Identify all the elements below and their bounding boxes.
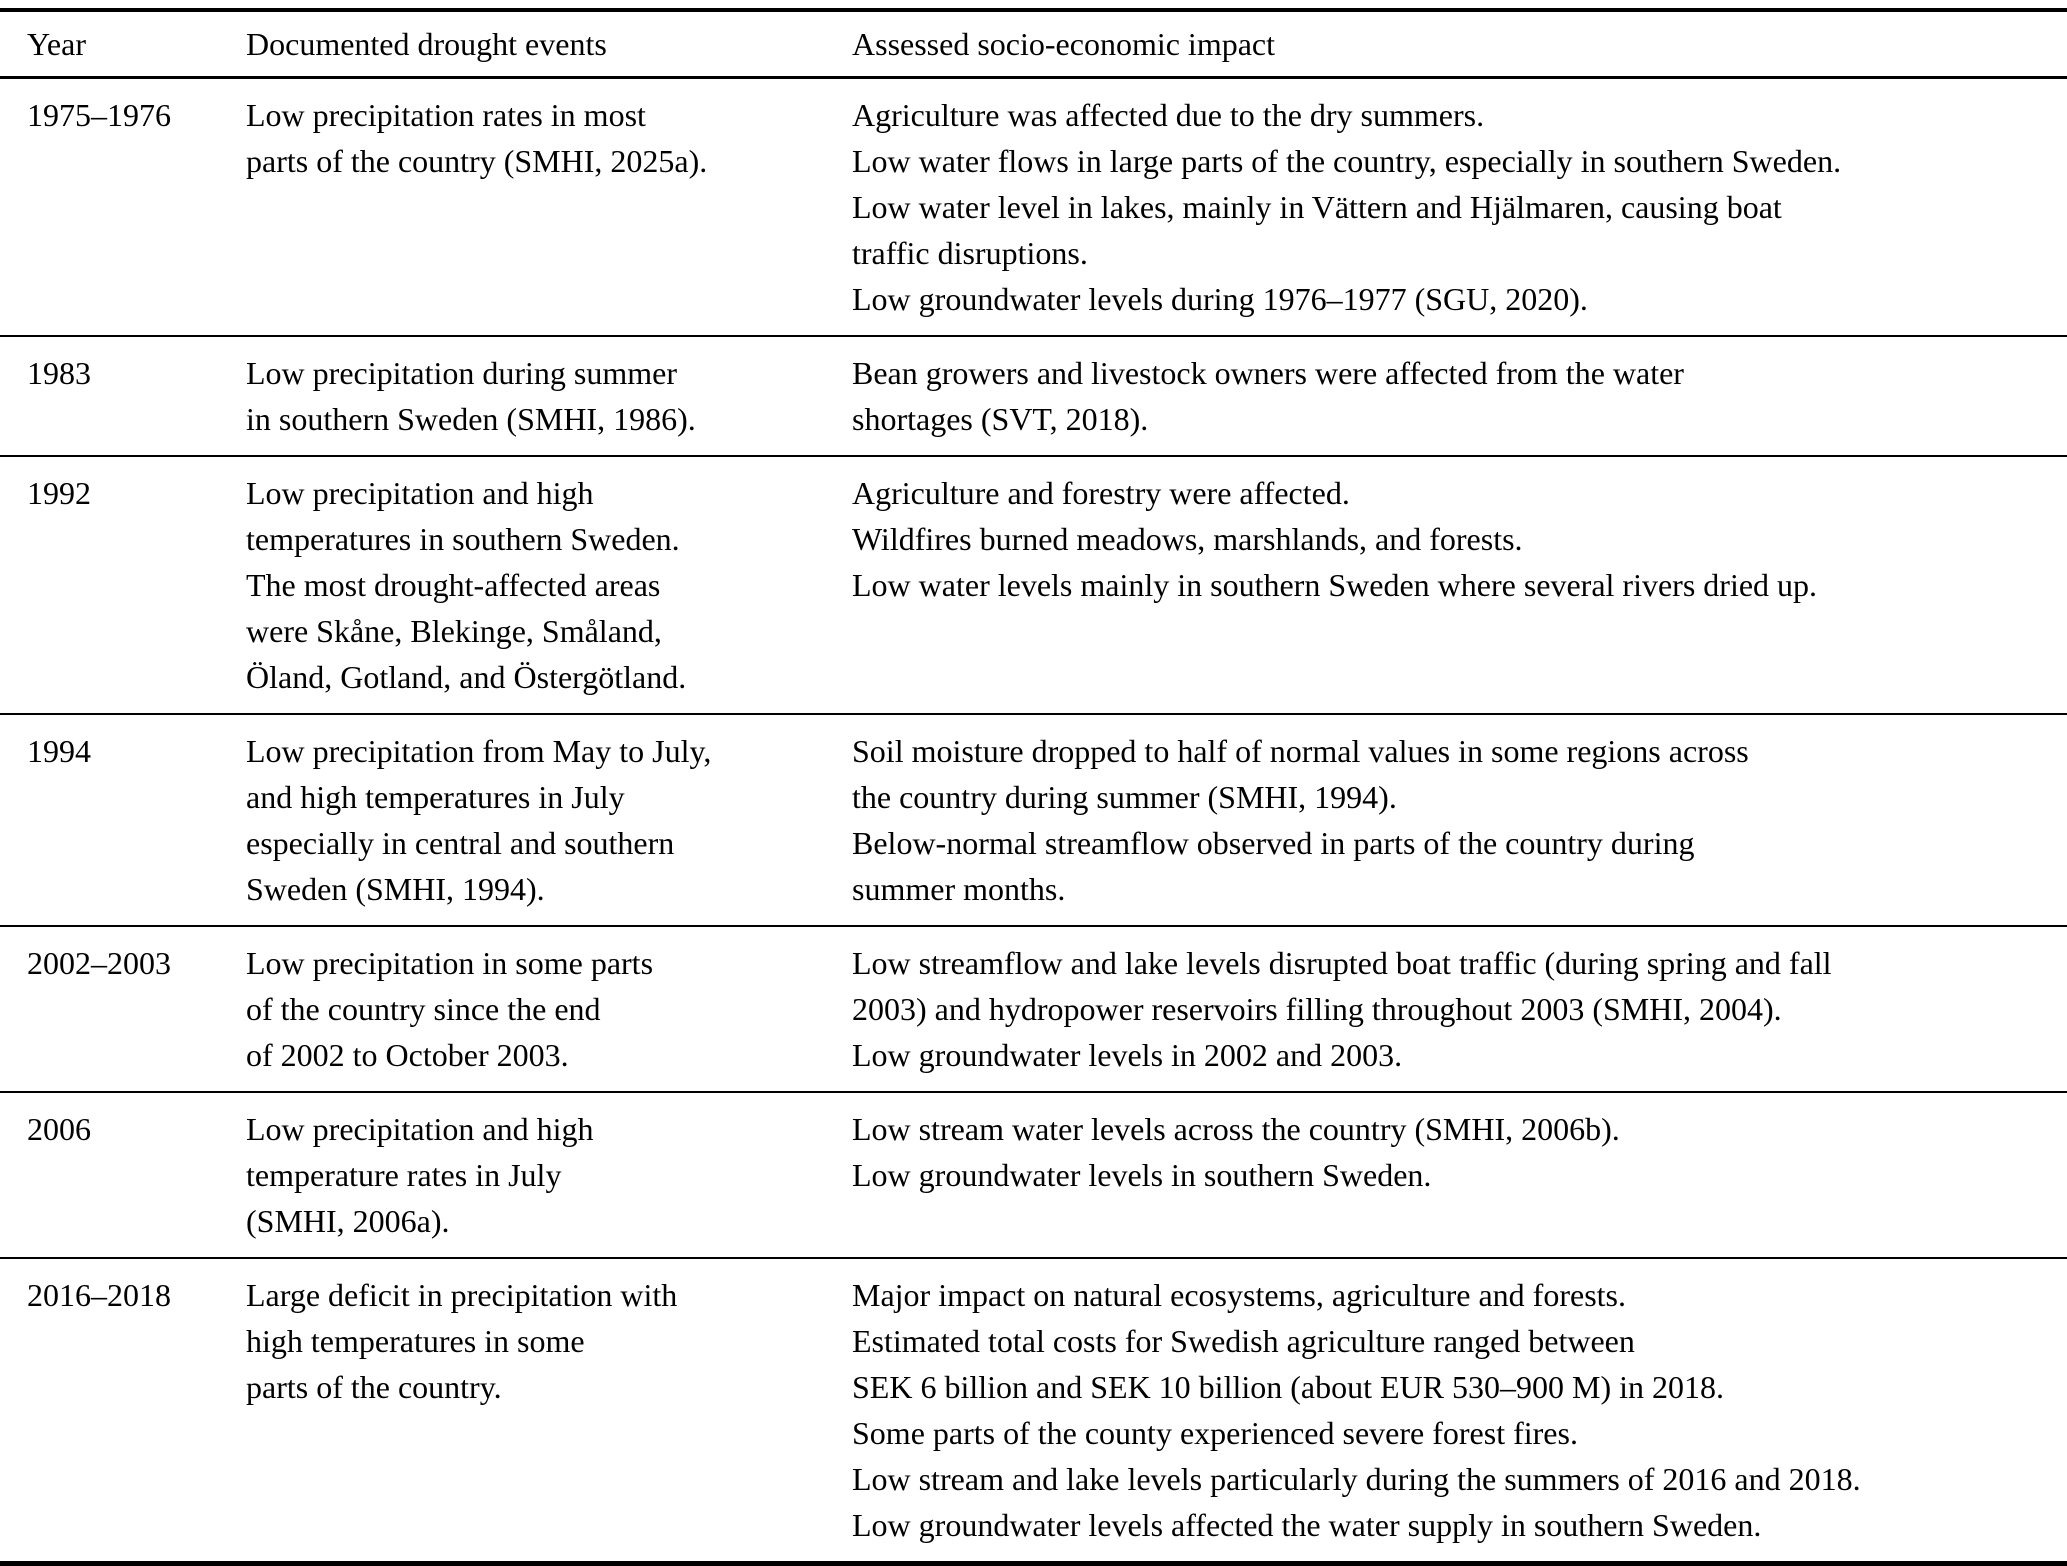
events-cell (246, 1272, 852, 1548)
event-text-line: (SMHI, 2006a). (246, 1203, 450, 1239)
drought-events-table (0, 8, 2067, 1566)
year-cell (27, 470, 246, 700)
event-text-line: in southern Sweden (SMHI, 1986). (246, 401, 696, 437)
event-text-line: parts of the country (SMHI, 2025a). (246, 143, 708, 179)
impact-text-line: Below-normal streamflow observed in parts of the country during (852, 825, 1695, 861)
event-text-line: Low precipitation and high (246, 1111, 594, 1147)
impact-cell (852, 470, 2057, 700)
events-cell (246, 350, 852, 442)
impact-text-line: Low stream and lake levels particularly during the summers of 2016 and 2018. (852, 1461, 1861, 1497)
event-text-line: Low precipitation during summer (246, 355, 678, 391)
impact-text-line: Low groundwater levels during 1976–1977 (SGU, 2020). (852, 281, 1588, 317)
event-text-line: temperature rates in July (246, 1157, 562, 1193)
impact-text-line: Low water flows in large parts of the country, especially in southern Sweden. (852, 143, 1842, 179)
event-text-line: Sweden (SMHI, 1994). (246, 871, 545, 907)
event-text-line: parts of the country. (246, 1369, 502, 1405)
impact-text-line: Low water levels mainly in southern Sweden where several rivers dried up. (852, 567, 1818, 603)
table-body (0, 79, 2067, 1561)
event-text-line: Low precipitation in some parts (246, 945, 654, 981)
impact-text-line: Agriculture and forestry were affected. (852, 475, 1350, 511)
year-cell (27, 940, 246, 1078)
event-text-line: The most drought-affected areas (246, 567, 661, 603)
column-header-events: Documented drought events (246, 26, 607, 62)
year-label: 1994 (27, 733, 91, 769)
impact-cell (852, 728, 2057, 912)
impact-text-line: Low water level in lakes, mainly in Vättern and Hjälmaren, causing boat (852, 189, 1782, 225)
event-text-line: Low precipitation and high (246, 475, 594, 511)
year-label: 1992 (27, 475, 91, 511)
impact-text-line: Low stream water levels across the country (SMHI, 2006b). (852, 1111, 1620, 1147)
impact-text-line: Low groundwater levels in southern Sweden. (852, 1157, 1432, 1193)
table-row (0, 1259, 2067, 1561)
year-cell (27, 92, 246, 322)
event-text-line: Low precipitation from May to July, (246, 733, 712, 769)
impact-text-line: summer months. (852, 871, 1066, 907)
table-header-row (0, 12, 2067, 79)
table-row (0, 337, 2067, 457)
impact-text-line: the country during summer (SMHI, 1994). (852, 779, 1397, 815)
impact-text-line: shortages (SVT, 2018). (852, 401, 1149, 437)
impact-text-line: Low streamflow and lake levels disrupted boat traffic (during spring and fall (852, 945, 1832, 981)
year-cell (27, 728, 246, 912)
year-cell (27, 1272, 246, 1548)
year-cell (27, 1106, 246, 1244)
event-text-line: were Skåne, Blekinge, Småland, (246, 613, 662, 649)
event-text-line: of 2002 to October 2003. (246, 1037, 569, 1073)
year-label: 1983 (27, 355, 91, 391)
event-text-line: temperatures in southern Sweden. (246, 521, 680, 557)
table-row (0, 927, 2067, 1093)
event-text-line: especially in central and southern (246, 825, 675, 861)
event-text-line: of the country since the end (246, 991, 601, 1027)
impact-cell (852, 1106, 2057, 1244)
table-row (0, 1093, 2067, 1259)
column-header-impact: Assessed socio-economic impact (852, 26, 1275, 62)
year-label: 2006 (27, 1111, 91, 1147)
events-cell (246, 728, 852, 912)
year-label: 1975–1976 (27, 97, 171, 133)
impact-text-line: traffic disruptions. (852, 235, 1088, 271)
impact-text-line: Agriculture was affected due to the dry summers. (852, 97, 1485, 133)
impact-text-line: Low groundwater levels affected the water supply in southern Sweden. (852, 1507, 1762, 1543)
impact-text-line: SEK 6 billion and SEK 10 billion (about EUR 530–900 M) in 2018. (852, 1369, 1724, 1405)
impact-cell (852, 350, 2057, 442)
event-text-line: high temperatures in some (246, 1323, 585, 1359)
event-text-line: Large deficit in precipitation with (246, 1277, 678, 1313)
table-row (0, 457, 2067, 715)
impact-text-line: Low groundwater levels in 2002 and 2003. (852, 1037, 1403, 1073)
impact-cell (852, 92, 2057, 322)
impact-text-line: Major impact on natural ecosystems, agriculture and forests. (852, 1277, 1626, 1313)
year-cell (27, 350, 246, 442)
impact-text-line: Soil moisture dropped to half of normal values in some regions across (852, 733, 1749, 769)
event-text-line: Öland, Gotland, and Östergötland. (246, 659, 687, 695)
impact-text-line: 2003) and hydropower reservoirs filling throughout 2003 (SMHI, 2004). (852, 991, 1782, 1027)
table-row (0, 715, 2067, 927)
year-label: 2016–2018 (27, 1277, 171, 1313)
events-cell (246, 940, 852, 1078)
year-label: 2002–2003 (27, 945, 171, 981)
column-header-year: Year (27, 26, 86, 62)
impact-cell (852, 1272, 2057, 1548)
impact-cell (852, 940, 2057, 1078)
event-text-line: Low precipitation rates in most (246, 97, 646, 133)
table-row (0, 79, 2067, 337)
events-cell (246, 470, 852, 700)
impact-text-line: Some parts of the county experienced severe forest fires. (852, 1415, 1578, 1451)
event-text-line: and high temperatures in July (246, 779, 625, 815)
events-cell (246, 92, 852, 322)
impact-text-line: Estimated total costs for Swedish agriculture ranged between (852, 1323, 1635, 1359)
impact-text-line: Wildfires burned meadows, marshlands, and forests. (852, 521, 1523, 557)
events-cell (246, 1106, 852, 1244)
impact-text-line: Bean growers and livestock owners were affected from the water (852, 355, 1684, 391)
